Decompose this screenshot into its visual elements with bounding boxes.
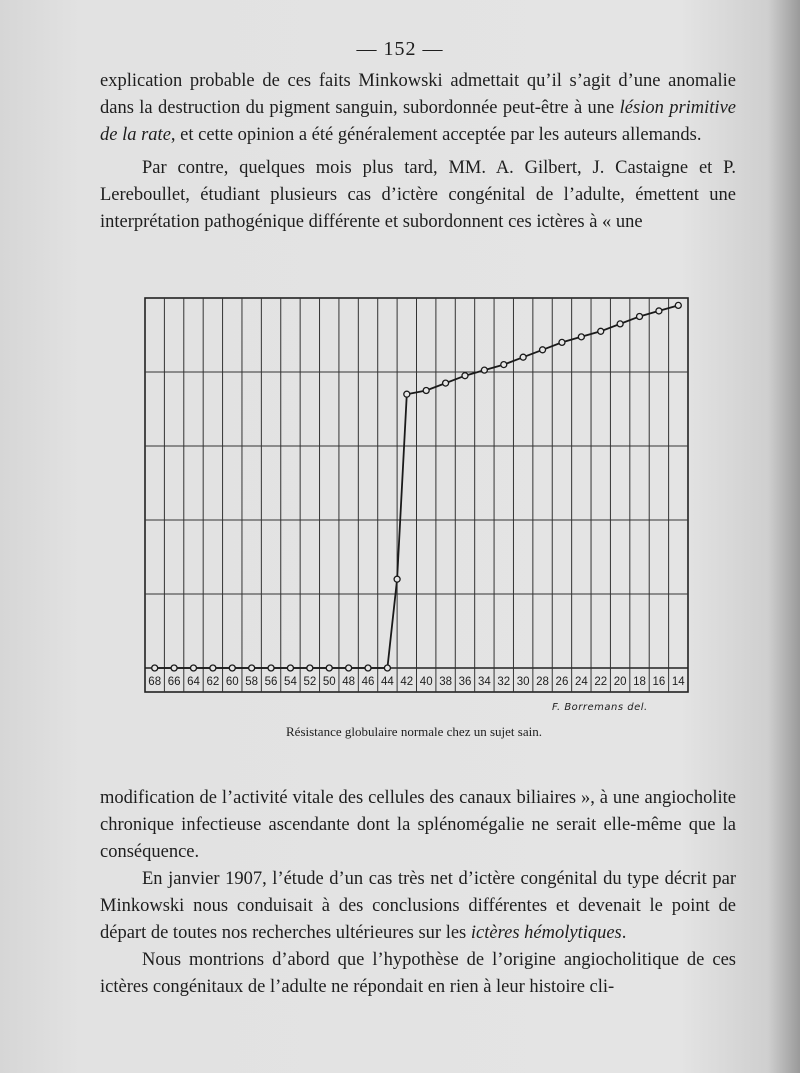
paragraph <box>100 68 736 149</box>
figure-chart <box>140 290 700 740</box>
data-point <box>229 665 235 671</box>
data-point <box>656 308 662 314</box>
text-segment: modification de l’activité vitale des cellules des canaux biliaires », à une angiocholite chronique infectieuse ascendante dont la splénomégalie ne serait elle-même que la conséquence. <box>100 788 736 862</box>
paragraph <box>100 155 736 236</box>
x-tick-label: 34 <box>477 676 491 688</box>
data-point <box>171 665 177 671</box>
text-segment: Par contre, quelques mois plus tard, MM. A. Gilbert, J. Castaigne et P. Lereboullet, étudiant plusieurs cas d’ictère congénital de l’adulte, émettent une interprétation pathogénique différente et subordonnent ces ictères à « une <box>100 158 736 232</box>
data-point <box>365 665 371 671</box>
data-point <box>617 321 623 327</box>
data-point <box>287 665 293 671</box>
x-tick-label: 36 <box>458 676 472 688</box>
data-point <box>559 339 565 345</box>
data-point <box>578 334 584 340</box>
x-tick-label: 26 <box>555 676 569 688</box>
x-tick-label: 30 <box>516 676 530 688</box>
x-tick-label: 46 <box>361 676 375 688</box>
x-tick-label: 50 <box>322 676 336 688</box>
data-point <box>249 665 255 671</box>
data-point <box>540 347 546 353</box>
x-tick-label: 68 <box>148 676 162 688</box>
data-point <box>501 362 507 368</box>
paragraph <box>100 866 736 947</box>
page-number: — 152 — <box>356 38 444 60</box>
x-tick-label: 66 <box>167 676 181 688</box>
x-tick-label: 18 <box>633 676 646 688</box>
text-segment: , et cette opinion a été généralement acceptée par les auteurs allemands. <box>170 125 702 145</box>
top-text-block <box>100 68 736 236</box>
x-tick-label: 48 <box>342 676 356 688</box>
data-point <box>394 576 400 582</box>
data-point <box>190 665 196 671</box>
x-tick-label: 52 <box>303 676 317 688</box>
x-tick-label: 14 <box>671 676 685 688</box>
x-tick-label: 44 <box>381 676 394 688</box>
x-tick-label: 54 <box>284 676 297 688</box>
x-tick-label: 38 <box>439 676 452 688</box>
x-tick-label: 32 <box>497 676 511 688</box>
paragraph <box>100 785 736 866</box>
data-point <box>675 302 681 308</box>
data-point <box>598 328 604 334</box>
x-tick-label: 58 <box>245 676 259 688</box>
data-point <box>326 665 332 671</box>
data-point <box>384 665 390 671</box>
data-point <box>637 314 643 320</box>
data-point <box>520 354 526 360</box>
x-tick-label: 42 <box>400 676 414 688</box>
x-tick-label: 24 <box>574 676 588 688</box>
data-point <box>346 665 352 671</box>
text-segment: Nous montrions d’abord que l’hypothèse de l’origine angiocholitique de ces ictères congénitaux de l’adulte ne répondait en rien à leur histoire cli- <box>100 950 736 997</box>
text-segment: explication probable de ces faits Minkowski admettait qu’il s’agit d’une anomalie dans la destruction du pigment sanguin, subordonnée peut-être à une <box>100 71 736 118</box>
text-segment: . <box>621 923 627 943</box>
x-tick-label: 56 <box>264 676 278 688</box>
data-point <box>404 391 410 397</box>
data-point <box>210 665 216 671</box>
data-point <box>443 380 449 386</box>
data-point <box>481 367 487 373</box>
data-point <box>423 388 429 394</box>
text-segment-italic: lésion primitive de la rate <box>100 98 736 145</box>
paragraph <box>100 947 736 1001</box>
text-segment: En janvier 1907, l’étude d’un cas très net d’ictère congénital du type décrit par Minkowski nous conduisait à des conclusions différentes et devenait le point de départ de toutes nos recherches ultérieures sur les <box>100 869 736 943</box>
x-tick-label: 60 <box>225 676 239 688</box>
x-tick-label: 40 <box>419 676 433 688</box>
data-point <box>152 665 158 671</box>
x-tick-label: 16 <box>652 676 666 688</box>
figure-caption: Résistance globulaire normale chez un sujet sain. <box>286 724 542 739</box>
data-point <box>462 373 468 379</box>
text-segment-italic: ictères hémolytiques <box>470 923 622 943</box>
x-tick-label: 28 <box>536 676 549 688</box>
x-tick-label: 62 <box>206 676 220 688</box>
x-tick-label: 64 <box>187 676 200 688</box>
x-tick-label: 20 <box>613 676 627 688</box>
resistance-chart <box>140 290 700 740</box>
data-point <box>307 665 313 671</box>
bottom-text-block <box>100 785 736 1001</box>
x-tick-label: 22 <box>594 676 608 688</box>
data-point <box>268 665 274 671</box>
figure-signature: F. Borremans del. <box>552 702 648 713</box>
